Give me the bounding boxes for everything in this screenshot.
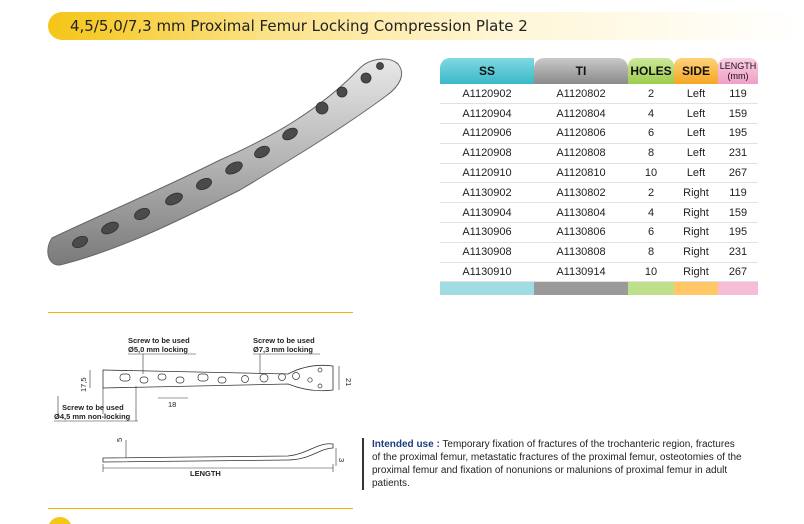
table-header-row [440, 58, 758, 84]
drawing-divider-bottom [48, 508, 353, 509]
dim-height: 17,5 [79, 377, 88, 392]
screw-50-spec: Ø5,0 mm locking [128, 345, 189, 354]
table-row [440, 104, 758, 124]
round-hole [318, 384, 322, 388]
cell-ti: A1120806 [534, 124, 628, 144]
footer-ss [440, 282, 534, 295]
cell-ti: A1120810 [534, 163, 628, 183]
technical-drawing [48, 318, 358, 503]
footer-ti [534, 282, 628, 295]
cell-holes: 2 [628, 84, 674, 104]
table-row [440, 143, 758, 163]
intended-use-block [362, 438, 742, 490]
dim-thickness: 5 [115, 437, 124, 442]
cell-length: 267 [718, 262, 758, 282]
cell-side: Left [674, 124, 718, 144]
plate-hole [337, 87, 347, 97]
header-holes: HOLES [628, 58, 674, 84]
cell-length: 159 [718, 104, 758, 124]
dim-head-width: 21 [344, 378, 353, 387]
cell-ti: A1130808 [534, 242, 628, 262]
cell-ss: A1130908 [440, 242, 534, 262]
cell-side: Right [674, 183, 718, 203]
table-row [440, 84, 758, 104]
header-length [718, 58, 758, 84]
cell-length: 119 [718, 84, 758, 104]
table-footer-row [440, 282, 758, 295]
slot-hole [176, 377, 184, 383]
round-hole [260, 374, 268, 382]
page-title: 4,5/5,0/7,3 mm Proximal Femur Locking Compression Plate 2 [70, 17, 528, 35]
plate-side-view [103, 444, 333, 462]
table-row [440, 262, 758, 282]
cell-ss: A1120902 [440, 84, 534, 104]
cell-holes: 10 [628, 163, 674, 183]
cell-side: Right [674, 203, 718, 223]
header-side: SIDE [674, 58, 718, 84]
cell-side: Left [674, 84, 718, 104]
cell-length: 231 [718, 242, 758, 262]
intended-use-label: Intended use : [372, 439, 440, 450]
plate-hole [316, 102, 328, 114]
product-table [440, 58, 758, 295]
round-hole [308, 378, 312, 382]
cell-ss: A1130902 [440, 183, 534, 203]
cell-ti: A1130804 [534, 203, 628, 223]
table-row [440, 223, 758, 243]
table-row [440, 242, 758, 262]
cell-ss: A1130906 [440, 223, 534, 243]
cell-ss: A1120908 [440, 143, 534, 163]
cell-holes: 6 [628, 124, 674, 144]
table-row [440, 203, 758, 223]
header-ti: TI [534, 58, 628, 84]
intended-use-text: Temporary fixation of fractures of the trochanteric region, fractures of the proximal femur, metastatic fractures of the proximal femur, osteotomies of the proximal femur and fixation of nonunions or malunions of proximal femur in adult patients. [372, 439, 742, 489]
plate-hole [377, 63, 384, 70]
cell-length: 195 [718, 223, 758, 243]
dim-spacing: 18 [168, 400, 177, 409]
cell-ti: A1120802 [534, 84, 628, 104]
slot-hole [218, 377, 226, 383]
footer-length [718, 282, 758, 295]
cell-holes: 10 [628, 262, 674, 282]
screw-45-title: Screw to be used [62, 403, 124, 412]
round-hole [318, 368, 322, 372]
cell-length: 267 [718, 163, 758, 183]
cell-side: Left [674, 104, 718, 124]
cell-ti: A1120804 [534, 104, 628, 124]
screw-73-spec: Ø7,3 mm locking [253, 345, 314, 354]
cell-ss: A1120906 [440, 124, 534, 144]
cell-ss: A1120904 [440, 104, 534, 124]
plate-image [40, 50, 410, 275]
cell-length: 159 [718, 203, 758, 223]
cell-ti: A1130806 [534, 223, 628, 243]
slot-hole [158, 374, 166, 380]
cell-ti: A1130914 [534, 262, 628, 282]
table-row [440, 163, 758, 183]
slot-hole [120, 374, 130, 381]
drawing-divider-top [48, 312, 353, 313]
cell-ss: A1120910 [440, 163, 534, 183]
cell-side: Left [674, 143, 718, 163]
cell-side: Right [674, 262, 718, 282]
cell-holes: 2 [628, 183, 674, 203]
plate-hole [361, 73, 371, 83]
cell-side: Left [674, 163, 718, 183]
cell-ti: A1130802 [534, 183, 628, 203]
intended-use-paragraph [372, 438, 742, 490]
header-length-unit: (mm) [727, 71, 749, 81]
cell-holes: 4 [628, 104, 674, 124]
table-row [440, 124, 758, 144]
header-ss: SS [440, 58, 534, 84]
screw-50-title: Screw to be used [128, 336, 190, 345]
table-row [440, 183, 758, 203]
cell-holes: 8 [628, 143, 674, 163]
cell-ss: A1130904 [440, 203, 534, 223]
slot-hole [198, 374, 208, 381]
length-label: LENGTH [190, 469, 221, 478]
round-hole [293, 373, 300, 380]
cell-ss: A1130910 [440, 262, 534, 282]
screw-73-title: Screw to be used [253, 336, 315, 345]
corner-decoration [48, 517, 72, 524]
header-length-label: LENGTH [719, 61, 757, 71]
cell-side: Right [674, 242, 718, 262]
round-hole [242, 376, 249, 383]
cell-ti: A1120808 [534, 143, 628, 163]
cell-length: 195 [718, 124, 758, 144]
cell-holes: 6 [628, 223, 674, 243]
cell-side: Right [674, 223, 718, 243]
dim-end: 3 [337, 458, 346, 463]
cell-holes: 8 [628, 242, 674, 262]
screw-45-spec: Ø4,5 mm non-locking [54, 412, 131, 421]
cell-length: 231 [718, 143, 758, 163]
cell-length: 119 [718, 183, 758, 203]
cell-holes: 4 [628, 203, 674, 223]
footer-holes [628, 282, 674, 295]
round-hole [279, 374, 286, 381]
footer-side [674, 282, 718, 295]
slot-hole [140, 377, 148, 383]
plate-body [48, 59, 402, 265]
